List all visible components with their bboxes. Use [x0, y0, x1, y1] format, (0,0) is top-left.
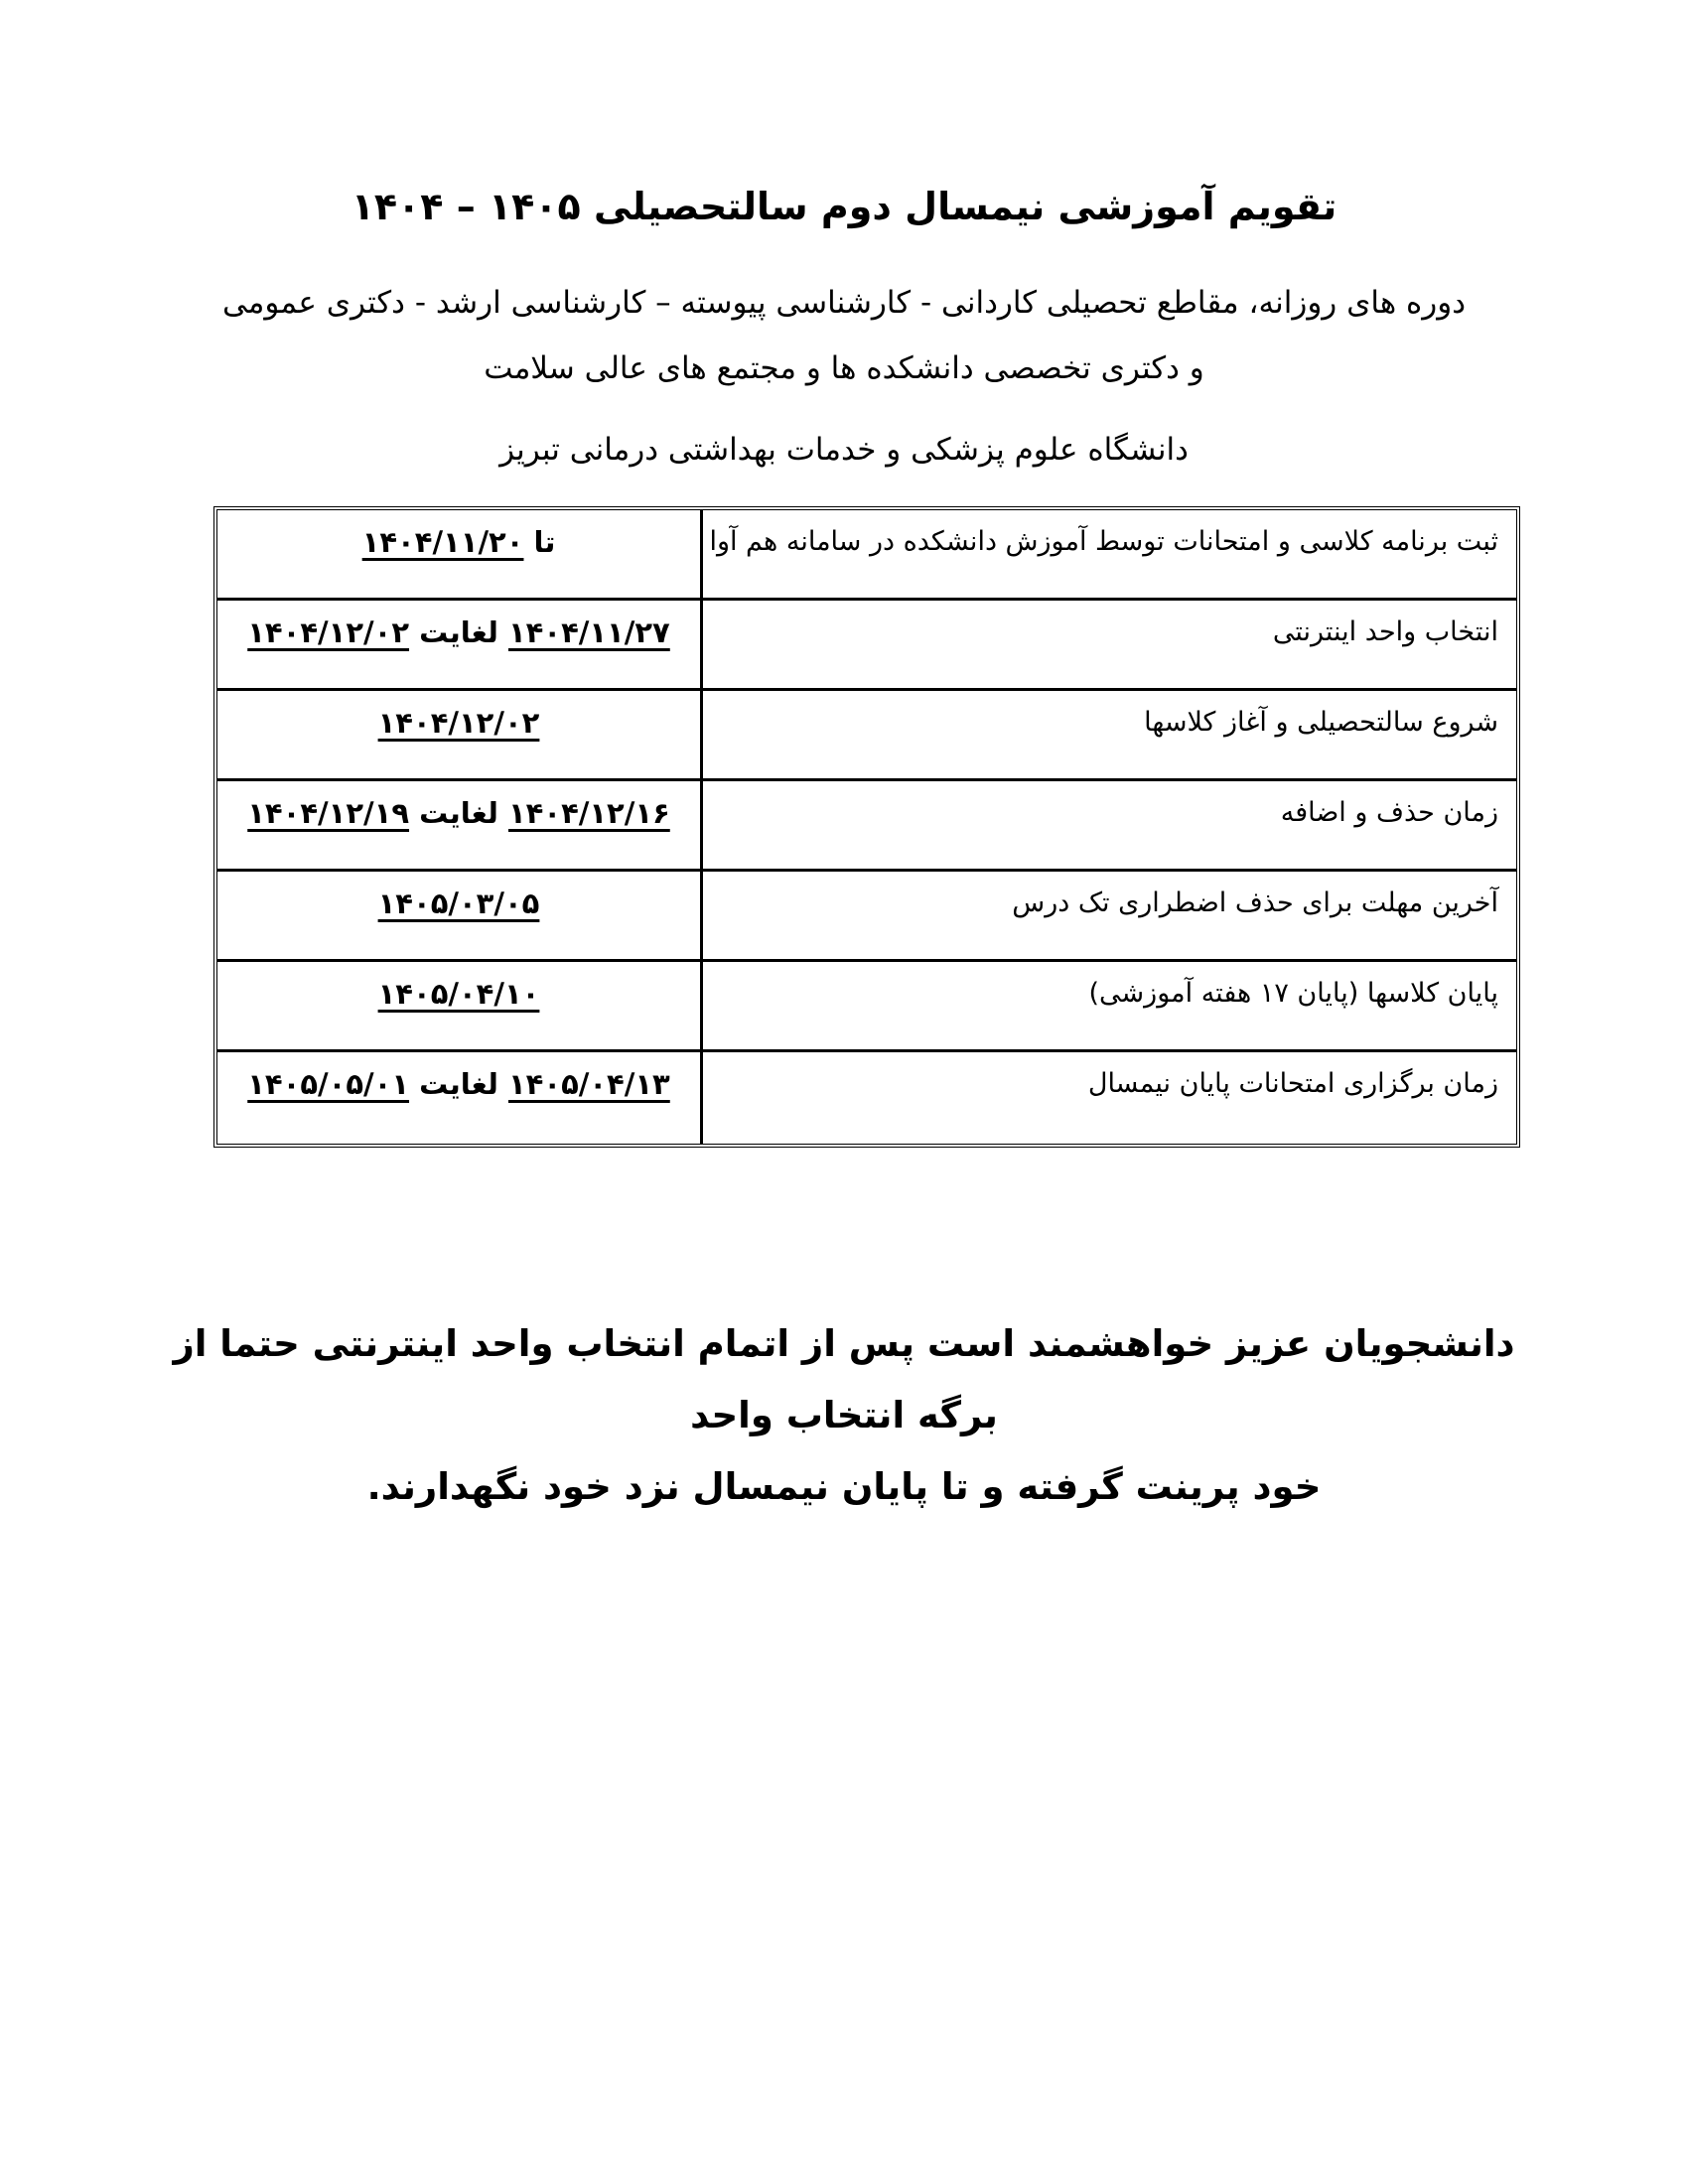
date-cell	[217, 510, 700, 598]
date-from: ۱۴۰۵/۰۳/۰۵	[377, 887, 540, 920]
university-name: دانشگاه علوم پزشکی و خدمات بهداشتی درمانی تبریز	[499, 432, 1189, 468]
date-cell	[217, 872, 700, 959]
notice-line-1: دانشجویان عزیز خواهشمند است پس از اتمام انتخاب واحد اینترنتی حتما از برگه انتخاب واحد	[173, 1322, 1515, 1436]
table-row	[217, 691, 1516, 781]
notice-line-2: خود پرینت گرفته و تا پایان نیمسال نزد خود نگهدارند.	[366, 1465, 1322, 1508]
date-from: ۱۴۰۵/۰۴/۱۳	[507, 1067, 670, 1101]
date-prefix: تا	[523, 525, 556, 559]
student-notice	[169, 1308, 1519, 1523]
table-row	[217, 962, 1516, 1052]
date-to: ۱۴۰۵/۰۵/۰۱	[247, 1067, 410, 1101]
date-from: ۱۴۰۴/۱۱/۲۰	[361, 525, 524, 559]
date-from: ۱۴۰۴/۱۱/۲۷	[507, 615, 670, 649]
date-to: ۱۴۰۴/۱۲/۱۹	[247, 796, 410, 830]
table-row	[217, 781, 1516, 872]
event-cell: پایان کلاسها (پایان ۱۷ هفته آموزشی)	[700, 962, 1516, 1049]
event-cell: شروع سالتحصیلی و آغاز کلاسها	[700, 691, 1516, 778]
table-row	[217, 1052, 1516, 1144]
subtitle-line-2: و دکتری تخصصی دانشکده ها و مجتمع های عالی سلامت	[484, 350, 1204, 386]
date-cell	[217, 691, 700, 778]
event-cell: زمان برگزاری امتحانات پایان نیمسال	[700, 1052, 1516, 1144]
event-cell: ثبت برنامه کلاسی و امتحانات توسط آموزش دانشکده در سامانه هم آوا	[700, 510, 1516, 598]
date-cell	[217, 601, 700, 688]
event-cell: زمان حذف و اضافه	[700, 781, 1516, 869]
table-row	[217, 510, 1516, 601]
table-row	[217, 601, 1516, 691]
date-from: ۱۴۰۴/۱۲/۰۲	[377, 706, 540, 740]
calendar-table	[213, 506, 1520, 1148]
page-title: تقویم آموزشی نیمسال دوم سالتحصیلی ۱۴۰۵ – ۱۴۰۴	[351, 185, 1337, 228]
date-cell	[217, 1052, 700, 1144]
event-cell: انتخاب واحد اینترنتی	[700, 601, 1516, 688]
date-to: ۱۴۰۴/۱۲/۰۲	[247, 615, 410, 649]
date-connector: لغایت	[409, 615, 508, 649]
subtitle-line-1: دوره های روزانه، مقاطع تحصیلی کاردانی - کارشناسی پیوسته – کارشناسی ارشد - دکتری عمومی	[221, 285, 1467, 321]
event-cell: آخرین مهلت برای حذف اضطراری تک درس	[700, 872, 1516, 959]
programs-subtitle	[189, 270, 1499, 401]
date-cell	[217, 962, 700, 1049]
date-connector: لغایت	[409, 796, 508, 830]
date-from: ۱۴۰۵/۰۴/۱۰	[377, 977, 540, 1011]
table-row	[217, 872, 1516, 962]
date-from: ۱۴۰۴/۱۲/۱۶	[507, 796, 670, 830]
date-cell	[217, 781, 700, 869]
date-connector: لغایت	[409, 1067, 508, 1101]
